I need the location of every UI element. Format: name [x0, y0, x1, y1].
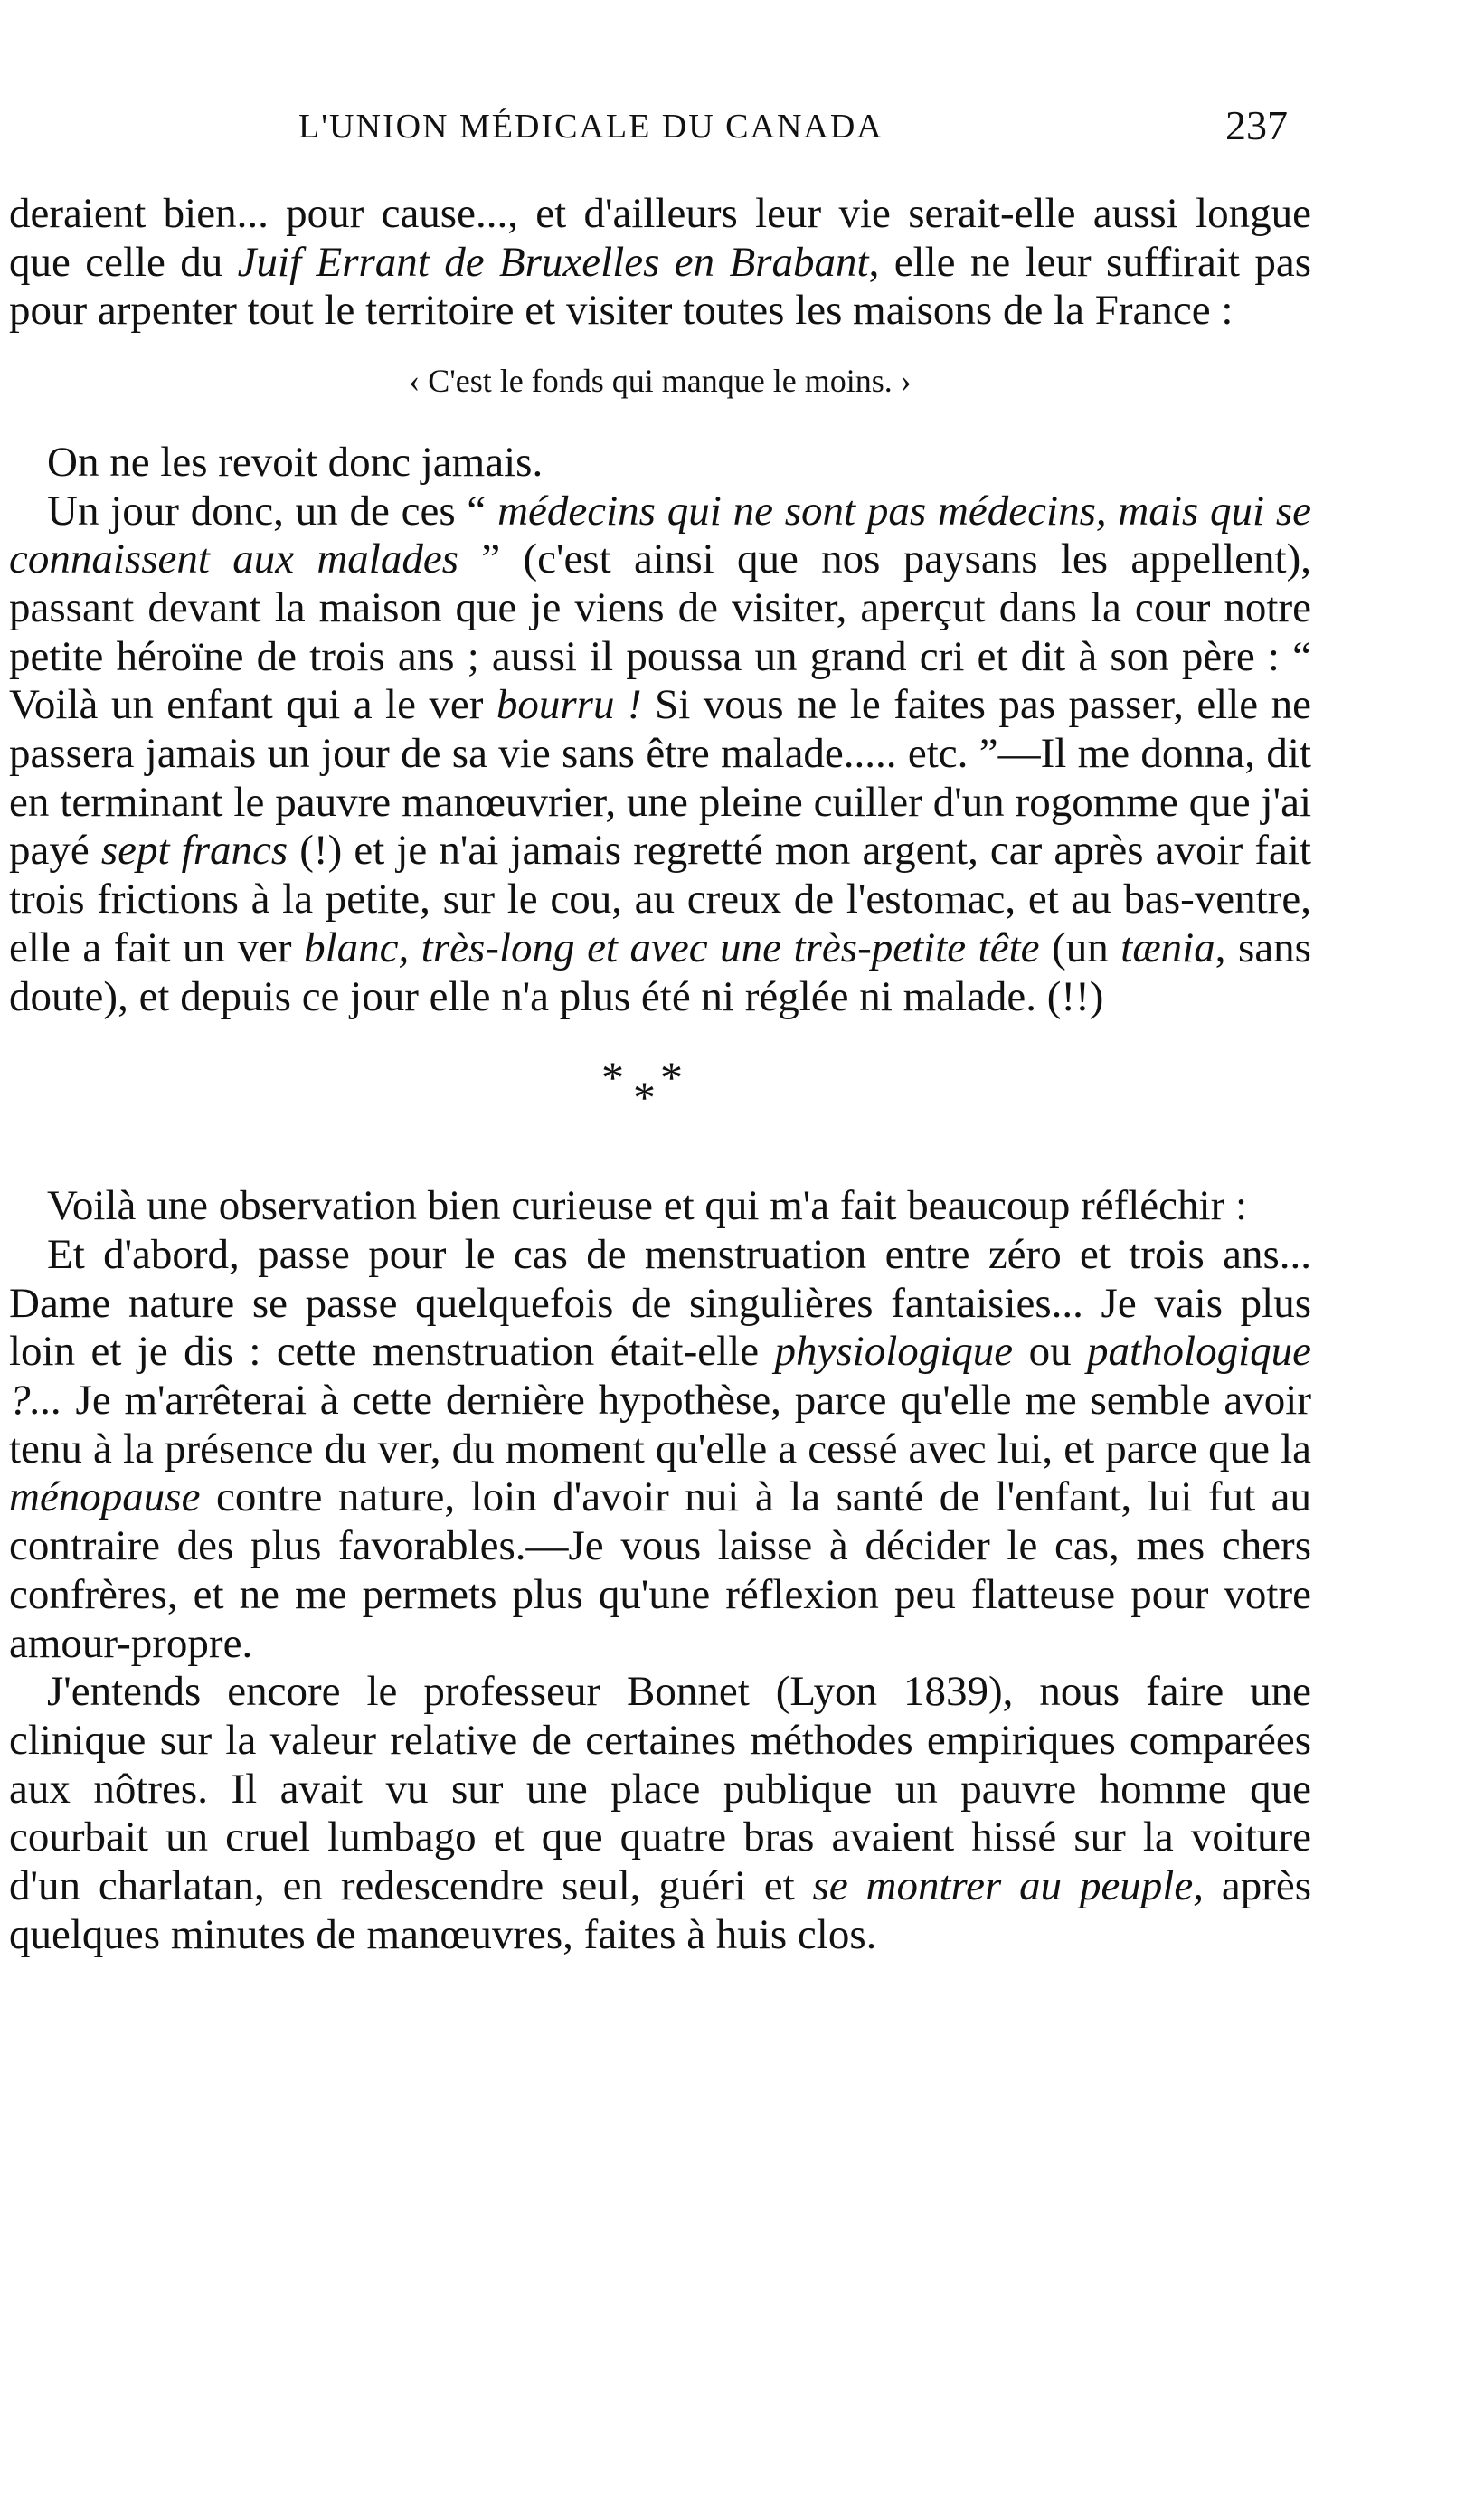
text-run: deraient bien... pour cause..., et d'ailleurs leur vie serait-elle aussi longue que celle du: [9, 190, 1311, 286]
italic-run: blanc, très-long et avec une très-petite tête: [304, 923, 1040, 971]
text-run: J'entends encore le professeur Bonnet (Lyon 1839), nous faire une clinique sur la valeur relative de certaines méthodes empiriques comparées aux nôtres. Il avait vu sur une place publique un pauvre homme que courbait un cruel lumbago et que quatre bras avaient hissé sur la voiture d'un charlatan, en redescendre seul, guéri et: [9, 1668, 1311, 1910]
italic-run: sept francs: [100, 827, 288, 875]
text-run: , sans doute), et depuis ce jour elle n'a plus été ni réglée ni malade. (!!): [9, 923, 1311, 1020]
text-run: , elle ne leur suffirait pas pour arpenter tout le territoire et visiter toutes les maisons de la France :: [9, 238, 1311, 335]
italic-run: physiologique: [774, 1328, 1014, 1376]
italic-run: pathologique ?...: [9, 1328, 1312, 1425]
asterism-divider: [9, 1046, 1311, 1155]
quotation: ‹ C'est le fonds qui manque le moins. ›: [409, 363, 912, 400]
text-run: Et d'abord, passe pour le cas de menstruation entre zéro et trois ans... Dame nature se passe quelquefois de singulières fantaisies... Je vais plus loin et je dis : cette menstruation était-elle: [9, 1230, 1311, 1376]
text-run: Je m'arrêterai à cette dernière hypothèse, parce qu'elle me semble avoir tenu à la présence du ver, du moment qu'elle a cessé avec lui, et parce que la: [9, 1377, 1311, 1473]
text-run: (un: [1039, 923, 1121, 971]
paragraph-4: Voilà une observation bien curieuse et qui m'a fait beaucoup réfléchir :: [47, 1182, 1248, 1230]
text-run: après quelques minutes de manœuvres, faites à huis clos.: [9, 1862, 1311, 1958]
text-run: contre nature, loin d'avoir nui à la santé de l'enfant, lui fut au contraire des plus favorables.—Je vous laisse à décider le cas, mes chers confrères, et ne me permets plus qu'une réflexion peu flatteuse pour votre amour-propre.: [9, 1473, 1311, 1667]
asterism-star: *: [601, 1052, 624, 1103]
page-number: 237: [1225, 102, 1288, 148]
italic-run: se montrer au peuple,: [812, 1862, 1204, 1910]
italic-run: ménopause: [9, 1473, 201, 1521]
italic-run: tænia: [1120, 923, 1215, 971]
italic-run: Juif Errant de Bruxelles en Brabant: [237, 238, 869, 286]
text-run: ou: [1013, 1328, 1087, 1376]
text-run: (!) et je n'ai jamais regretté mon argent, car après avoir fait trois frictions à la petite, sur le cou, au creux de l'estomac, et au bas-ventre, elle a fait un ver: [9, 827, 1311, 971]
asterism-star: *: [633, 1072, 656, 1123]
paragraph-2: On ne les revoit donc jamais.: [47, 438, 544, 486]
paragraph-1: [9, 190, 1311, 336]
asterism-star: *: [660, 1052, 683, 1103]
text-run: Un jour donc, un de ces “: [47, 487, 498, 535]
italic-run: bourru !: [496, 681, 642, 729]
paragraph-6: [9, 1668, 1311, 1959]
text-run: Si vous ne le faites pas passer, elle ne passera jamais un jour de sa vie sans être malade..... etc. ”—Il me donna, dit en terminant le pauvre manœuvrier, une pleine cuiller d'un rogomme que j'ai payé: [9, 681, 1311, 875]
running-head: L'UNION MÉDICALE DU CANADA: [298, 108, 884, 146]
paragraph-3: [9, 488, 1311, 1022]
italic-run: médecins qui ne sont pas médecins, mais qui se connaissent aux malades: [9, 487, 1311, 583]
text-run: ” (c'est ainsi que nos paysans les appellent), passant devant la maison que je viens de visiter, aperçut dans la cour notre petite héroïne de trois ans ; aussi il poussa un grand cri et dit à son père : “ Voilà un enfant qui a le ver: [9, 535, 1311, 729]
body-text: [9, 190, 1311, 1960]
page-header: [0, 102, 1484, 161]
paragraph-5: [9, 1231, 1311, 1668]
